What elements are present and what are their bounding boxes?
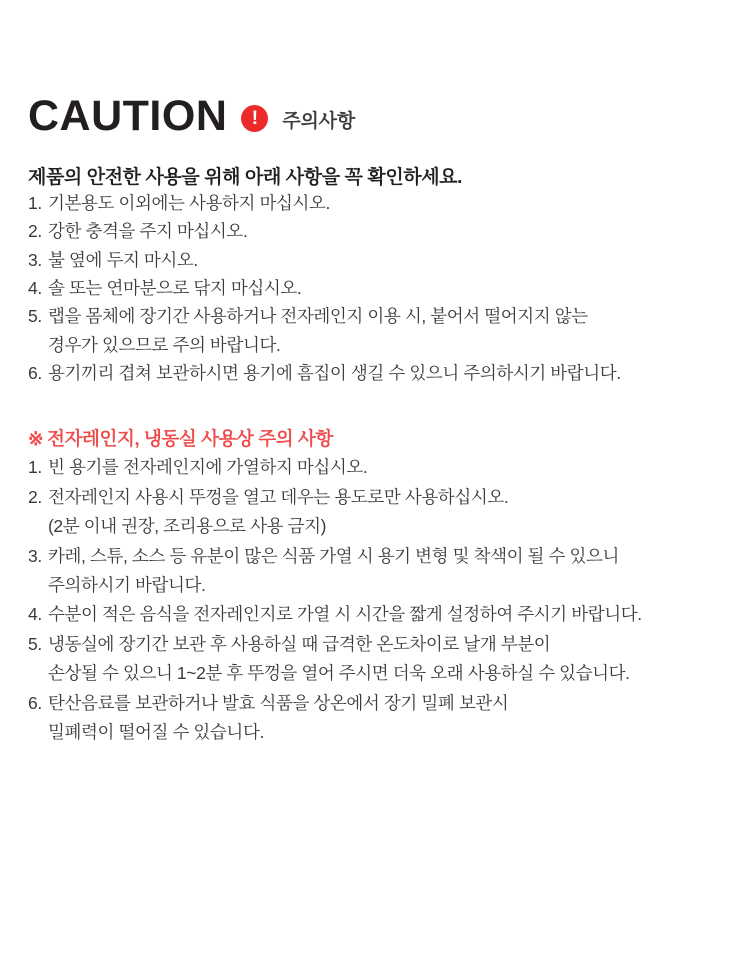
list-item-text: 탄산음료를 보관하거나 발효 식품을 상온에서 장기 밀폐 보관시 — [48, 692, 509, 713]
microwave-freezer-section — [28, 425, 722, 747]
main-caution-list — [28, 189, 722, 387]
list-item-text: 불 옆에 두지 마시오. — [48, 249, 198, 270]
list-item — [28, 453, 722, 482]
list-item-text: 카레, 스튜, 소스 등 유분이 많은 식품 가열 시 용기 변형 및 착색이 될 수 있으니 — [48, 545, 620, 566]
list-item-number: 3. — [28, 545, 42, 566]
list-item-text-continued: 경우가 있으므로 주의 바랍니다. — [48, 334, 281, 355]
list-item-number: 1. — [28, 193, 42, 213]
list-item-text: 솔 또는 연마분으로 닦지 마십시오. — [48, 278, 302, 299]
list-item — [28, 274, 722, 302]
list-item-text: 빈 용기를 전자레인지에 가열하지 마십시오. — [48, 457, 368, 478]
caution-heading — [28, 92, 722, 140]
list-item — [28, 217, 722, 245]
list-item-text: 용기끼리 겹쳐 보관하시면 용기에 흠집이 생길 수 있으니 주의하시기 바랍니다. — [48, 363, 621, 384]
list-item — [28, 246, 722, 274]
reference-mark-icon: ※ — [28, 428, 44, 450]
list-item — [28, 302, 722, 359]
list-item-number: 6. — [28, 692, 42, 713]
list-item-number: 4. — [28, 278, 42, 299]
list-item-number: 1. — [28, 457, 42, 478]
list-item — [28, 189, 722, 217]
list-item-number: 5. — [28, 306, 42, 327]
section-title-text: 전자레인지, 냉동실 사용상 주의 사항 — [47, 428, 333, 450]
lead-text: 제품의 안전한 사용을 위해 아래 사항을 꼭 확인하세요. — [28, 167, 463, 188]
list-item — [28, 483, 722, 542]
list-item-text-continued: (2분 이내 권장, 조리용으로 사용 금지) — [48, 516, 327, 537]
list-item-text: 수분이 적은 음식을 전자레인지로 가열 시 시간을 짧게 설정하여 주시기 바랍니다. — [48, 604, 642, 625]
list-item-text: 전자레인지 사용시 뚜껑을 열고 데우는 용도로만 사용하십시오. — [48, 486, 509, 507]
list-item-text-continued: 밀폐력이 떨어질 수 있습니다. — [48, 721, 264, 742]
page-title: CAUTION — [28, 92, 228, 140]
list-item-text-continued: 주의하시기 바랍니다. — [48, 574, 206, 595]
list-item-number: 5. — [28, 633, 42, 654]
list-item-number: 2. — [28, 221, 42, 242]
list-item-text: 냉동실에 장기간 보관 후 사용하실 때 급격한 온도차이로 날개 부분이 — [48, 633, 551, 654]
microwave-freezer-list — [28, 453, 722, 747]
list-item — [28, 542, 722, 601]
list-item-text: 랩을 몸체에 장기간 사용하거나 전자레인지 이용 시, 붙어서 떨어지지 않는 — [48, 306, 588, 327]
list-item-text-continued: 손상될 수 있으니 1~2분 후 뚜껑을 열어 주시면 더욱 오래 사용하실 수 있습니다. — [48, 663, 630, 684]
section-title — [28, 425, 722, 451]
list-item — [28, 600, 722, 629]
list-item-number: 3. — [28, 249, 42, 270]
list-item — [28, 359, 722, 387]
list-item-text: 강한 충격을 주지 마십시오. — [48, 221, 248, 242]
list-item-number: 2. — [28, 486, 42, 507]
list-item-number: 4. — [28, 604, 42, 625]
list-item-number: 6. — [28, 363, 42, 384]
list-item-text: 기본용도 이외에는 사용하지 마십시오. — [48, 193, 330, 213]
list-item — [28, 689, 722, 748]
exclamation-icon: ! — [241, 105, 268, 132]
list-item — [28, 630, 722, 689]
page-title-korean: 주의사항 — [282, 111, 355, 132]
